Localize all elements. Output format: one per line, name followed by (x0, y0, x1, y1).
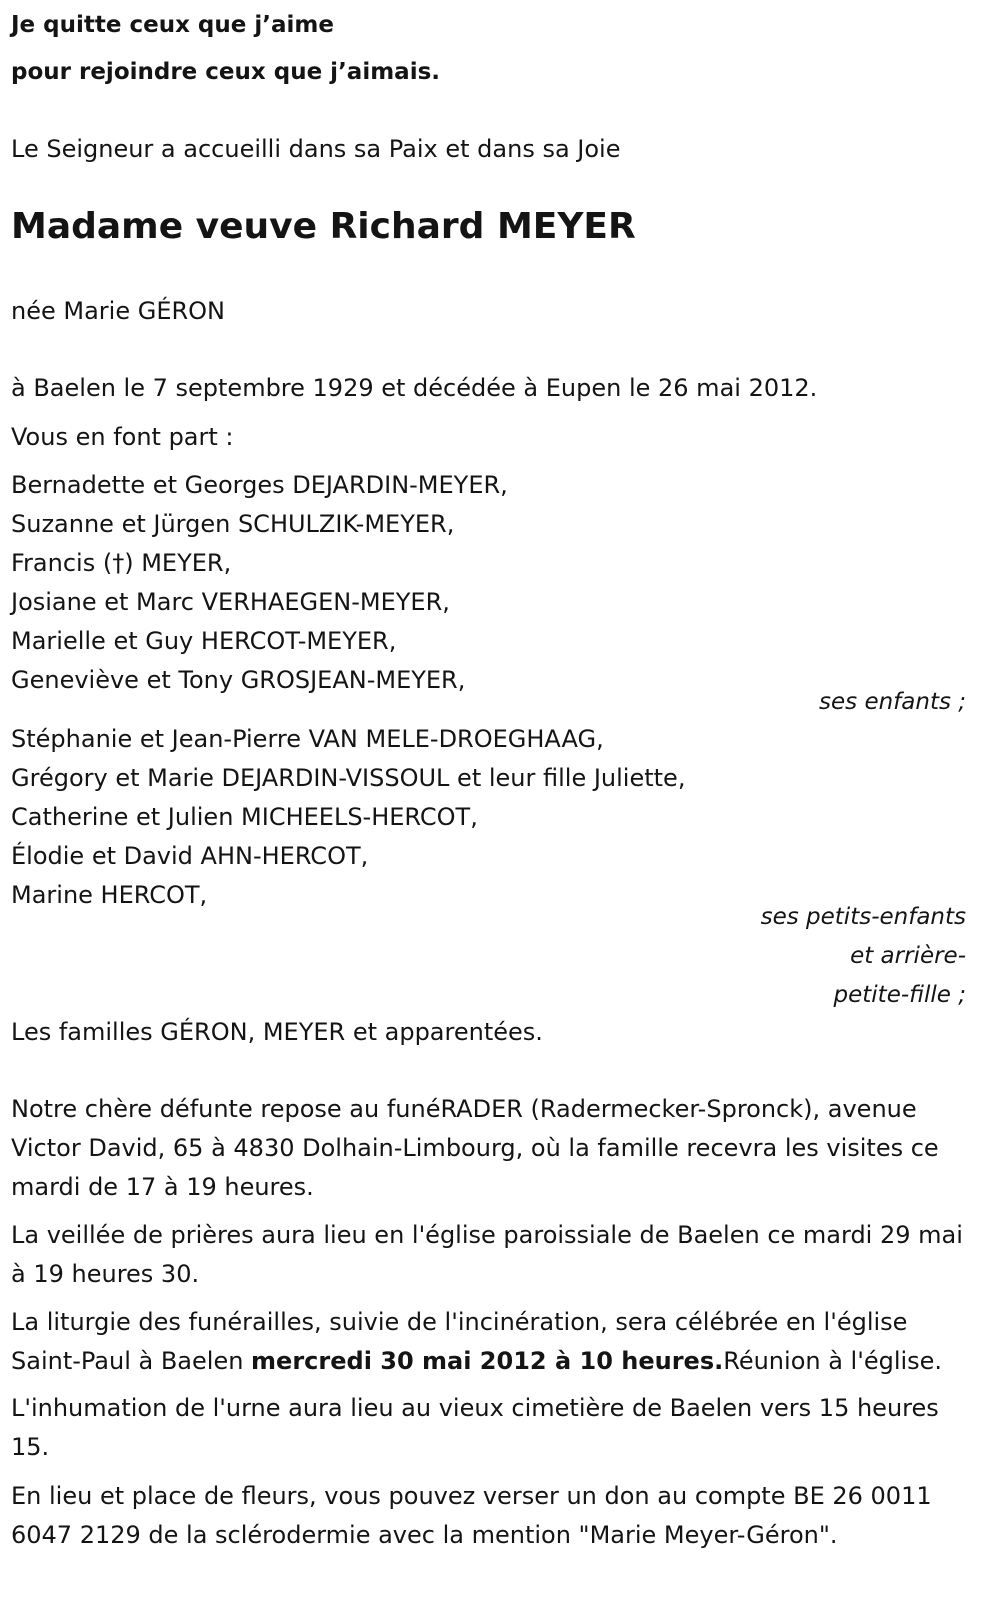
epigraph-line-1: Je quitte ceux que j’aime (11, 12, 334, 38)
liturgy-date-bold: mercredi 30 mai 2012 à 10 heures. (251, 1347, 724, 1375)
repose-paragraph: Notre chère défunte repose au funéRADER (Radermecker-Spronck), avenue Victor David, 65 à 4830 Dolhain-Limbourg, où la famille recevra les visites ce mardi de 17 à 19 heures. (11, 1095, 939, 1201)
grandchildren-role-line: petite-fille ; (833, 982, 966, 1008)
child-entry: Geneviève et Tony GROSJEAN-MEYER, (11, 666, 466, 694)
grandchild-entry: Élodie et David AHN-HERCOT, (11, 842, 369, 870)
liturgy-text-end: Réunion à l'église. (723, 1347, 943, 1375)
maiden-name: née Marie GÉRON (11, 297, 225, 325)
children-list (11, 466, 508, 700)
grandchildren-list (11, 720, 685, 915)
child-entry: Marielle et Guy HERCOT-MEYER, (11, 627, 397, 655)
liturgy-text-start: La liturgie des funérailles, suivie de l'incinération, sera célébrée en l'église Saint-Paul à Baelen (11, 1308, 908, 1375)
grandchild-entry: Catherine et Julien MICHEELS-HERCOT, (11, 803, 478, 831)
children-role: ses enfants ; (819, 689, 966, 715)
donation-paragraph: En lieu et place de fleurs, vous pouvez verser un don au compte BE 26 0011 6047 2129 de la sclérodermie avec la mention "Marie Meyer-Géron". (11, 1482, 932, 1549)
burial-paragraph: L'inhumation de l'urne aura lieu au vieux cimetière de Baelen vers 15 heures 15. (11, 1394, 939, 1461)
vigil-paragraph: La veillée de prières aura lieu en l'église paroissiale de Baelen ce mardi 29 mai à 19 heures 30. (11, 1221, 963, 1288)
grandchildren-role-line: et arrière- (850, 943, 966, 969)
announce-text: Vous en font part : (11, 423, 234, 451)
grandchild-entry: Grégory et Marie DEJARDIN-VISSOUL et leur fille Juliette, (11, 764, 686, 792)
grandchild-entry: Marine HERCOT, (11, 881, 208, 909)
grandchild-entry: Stéphanie et Jean-Pierre VAN MELE-DROEGHAAG, (11, 725, 604, 753)
intro-text: Le Seigneur a accueilli dans sa Paix et dans sa Joie (11, 135, 621, 163)
child-entry: Josiane et Marc VERHAEGEN-MEYER, (11, 588, 450, 616)
grandchildren-role-line: ses petits-enfants (760, 904, 966, 930)
child-entry: Bernadette et Georges DEJARDIN-MEYER, (11, 471, 508, 499)
families-line: Les familles GÉRON, MEYER et apparentées. (11, 1018, 543, 1046)
grandchildren-role (761, 898, 966, 1015)
liturgy-paragraph (11, 1303, 966, 1381)
birth-death-dates: à Baelen le 7 septembre 1929 et décédée à Eupen le 26 mai 2012. (11, 374, 818, 402)
child-entry: Francis (†) MEYER, (11, 549, 232, 577)
child-entry: Suzanne et Jürgen SCHULZIK-MEYER, (11, 510, 455, 538)
epigraph-line-2: pour rejoindre ceux que j’aimais. (11, 59, 441, 85)
deceased-name: Madame veuve Richard MEYER (11, 206, 636, 247)
